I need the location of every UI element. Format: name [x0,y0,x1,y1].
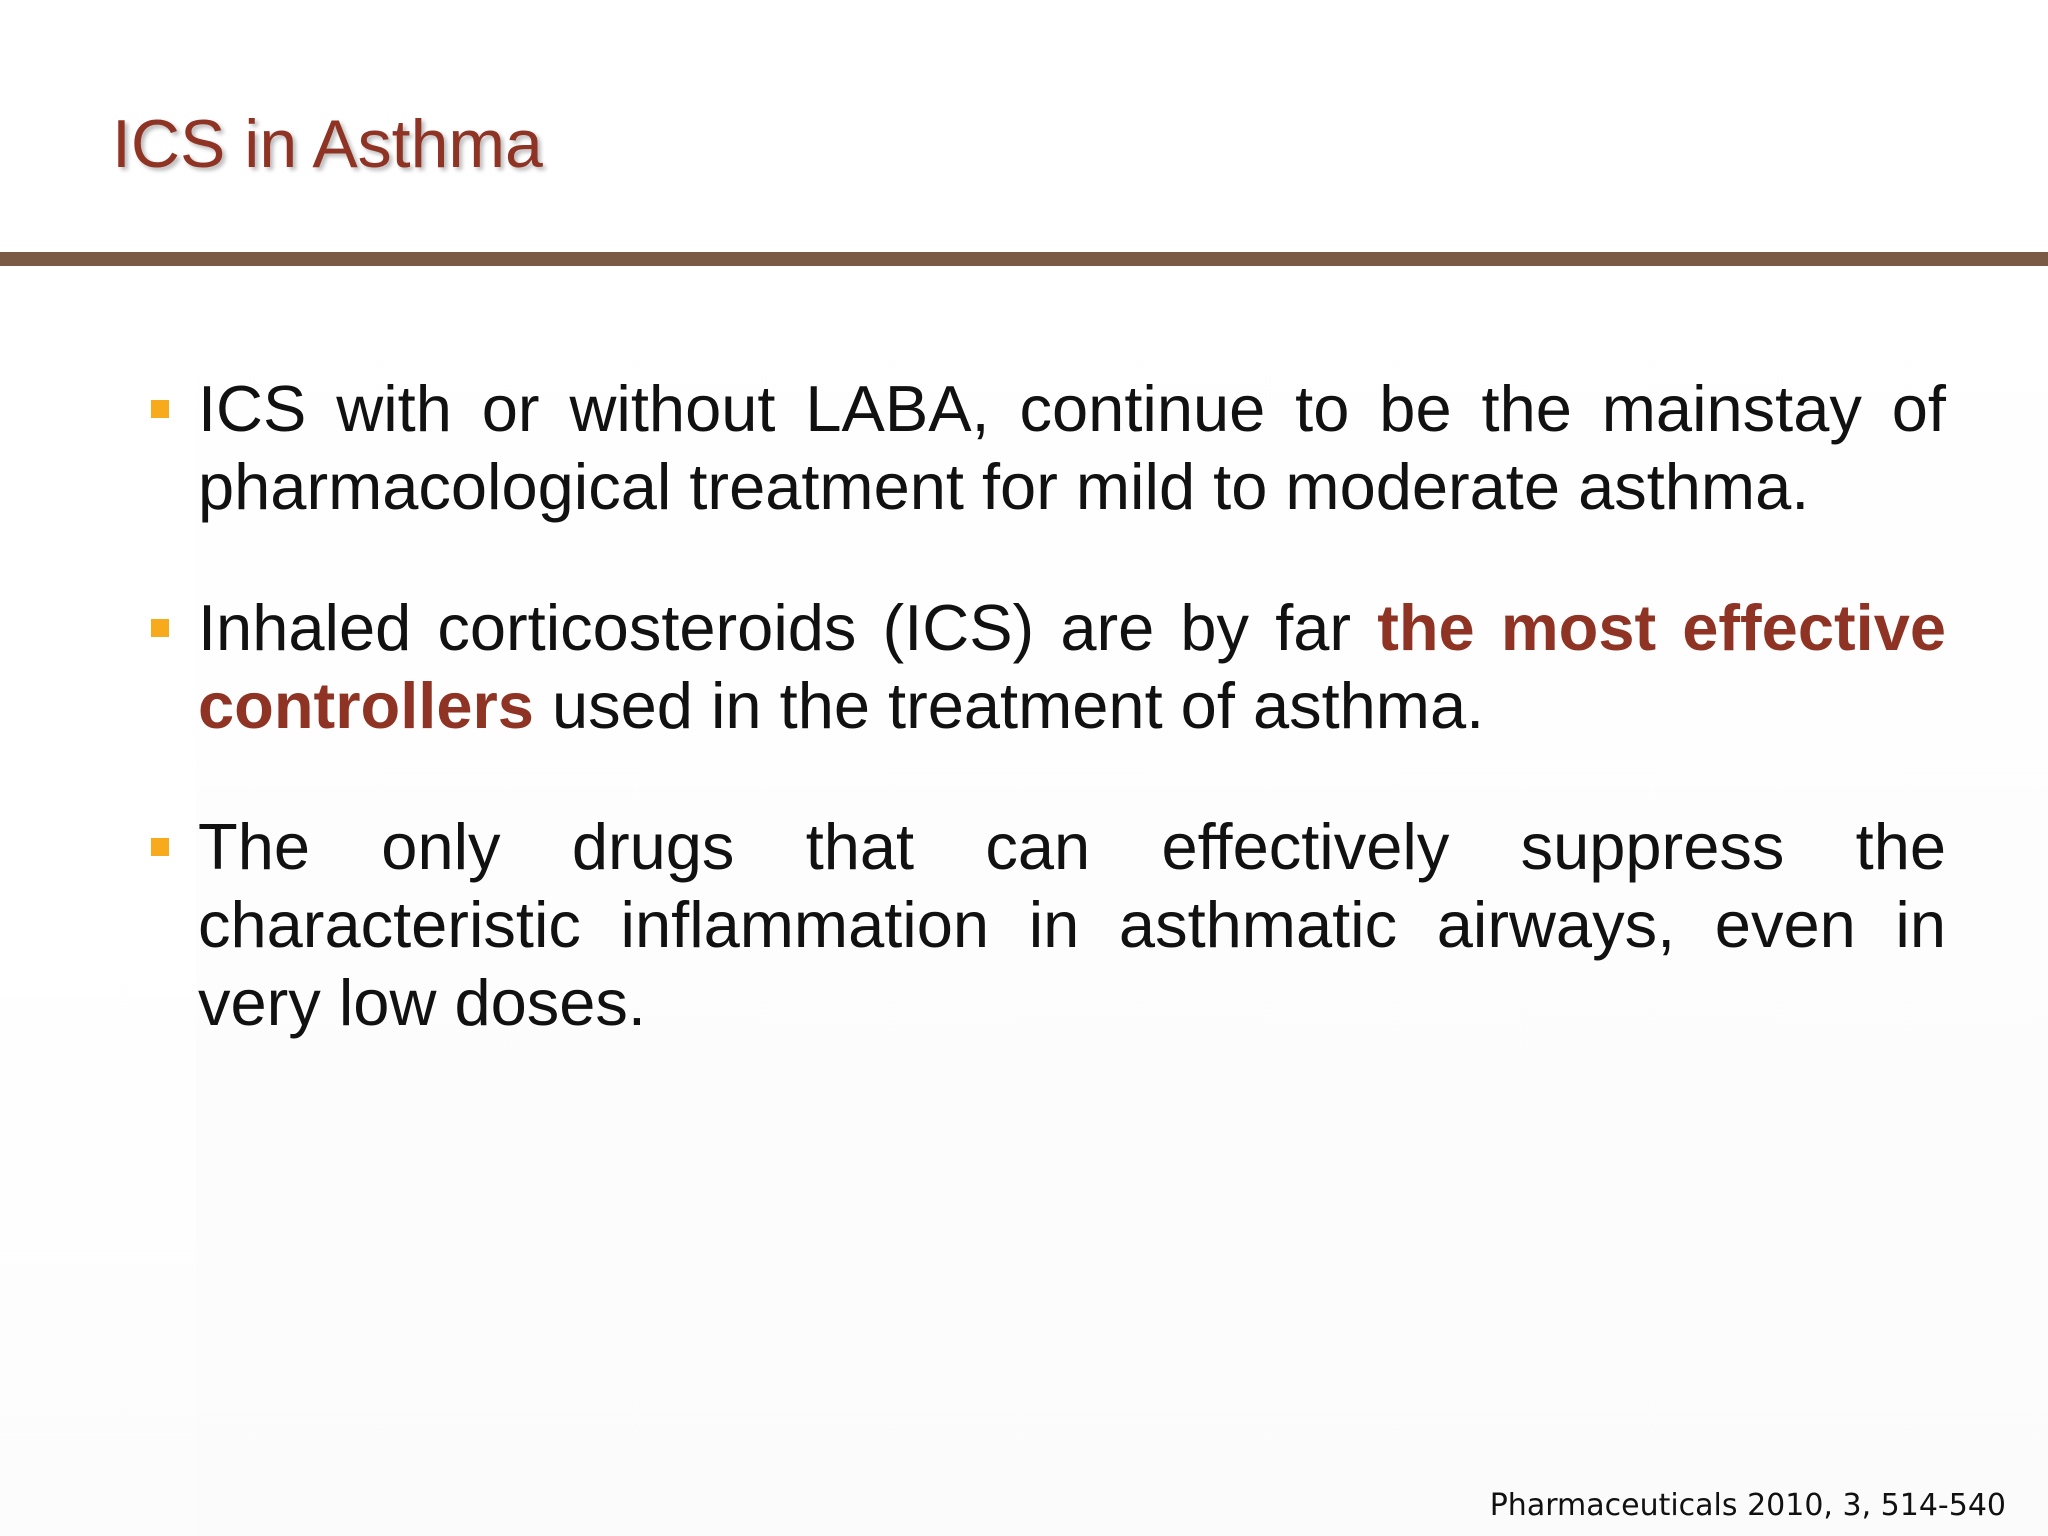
bullet-text-3: The only drugs that can effectively suppress the characteristic inflammation in asthmatic airways, even in very low doses. [198,810,1946,1039]
bullet-list [146,370,1946,1105]
citation: Pharmaceuticals 2010, 3, 514-540 [1489,1488,2006,1523]
square-bullet-icon [151,838,169,856]
square-bullet-icon [151,619,169,637]
bullet-item-3 [146,808,1946,1042]
bullet-item-2 [146,589,1946,745]
square-bullet-icon [151,400,169,418]
title-divider [0,252,2048,266]
slide-title: ICS in Asthma [112,106,543,182]
bullet-text-2-after: used in the treatment of asthma. [533,669,1485,742]
bullet-text-2-before: Inhaled corticosteroids (ICS) are by far [198,591,1378,664]
bullet-highlight-most-effective: the most effective controllers [198,591,1946,742]
bullet-item-1 [146,370,1946,526]
bullet-text-1: ICS with or without LABA, continue to be the mainstay of pharmacological treatment for mild to moderate asthma. [198,372,1946,523]
